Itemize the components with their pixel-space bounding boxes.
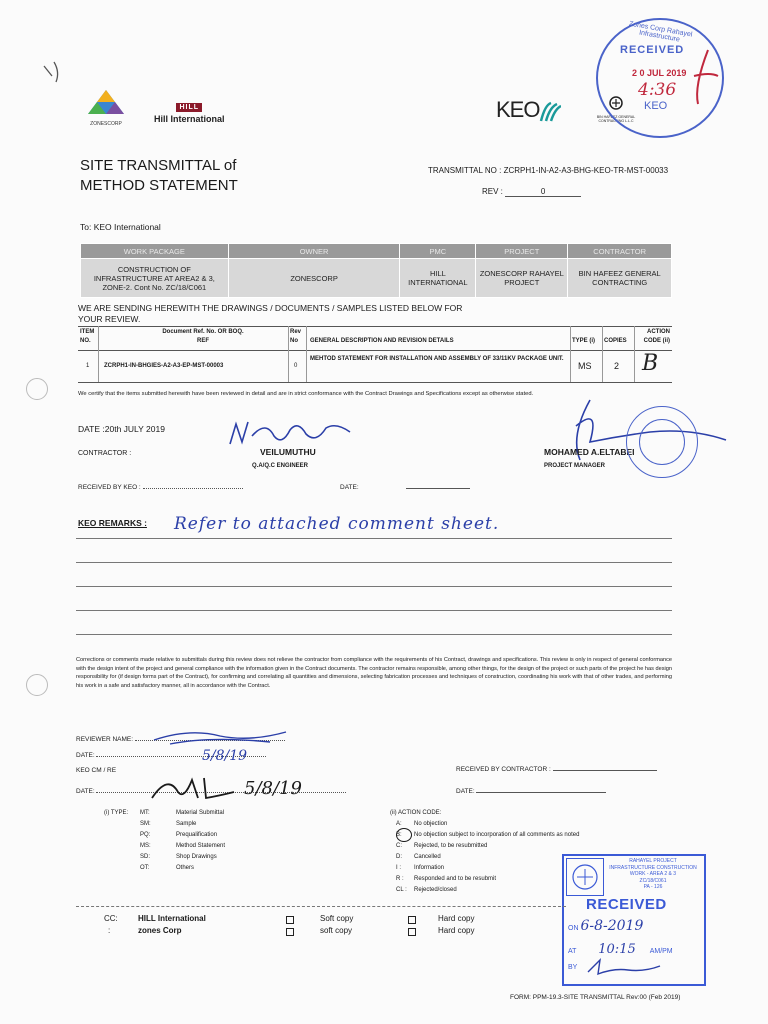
package-header-project: PROJECT: [476, 244, 568, 259]
cc-row-2: [108, 926, 528, 938]
signer2-title: PROJECT MANAGER: [544, 463, 606, 469]
row-action-handwritten: B: [642, 351, 659, 376]
stamp-by-label: BY: [568, 964, 578, 971]
keo-cm-signature: [148, 772, 238, 802]
action-code-cl: CL : Rejected/closed: [396, 887, 457, 893]
stamp-line3: WORK - AREA 2 & 3: [629, 871, 677, 877]
rev-row: [482, 187, 581, 197]
disclaimer-text: Corrections or comments made relative to submittals during this review does not relieve the contractor from compliance with the requirements of his Contract, drawings and specifications. This review is only in respect of general conformance with the design intent of the project and general compliance with the information given in the Contract documents. The contractor remains responsible, among other things, for the design of the project or such parts of the project he has design responsibility for (if design forms part of the Contract), for confirming and correlating all quantities and dimensions, selecting fabrication processes and techniques of construction, coordinating his work with that of other trades, and performing his work in a safe and satisfactory manner, all in accordance with the Contract.: [76, 657, 672, 689]
stamp-emblem-icon: [566, 858, 604, 896]
items-col-action: ACTION CODE (ii): [643, 329, 670, 344]
cc-row-1-hardcopy-checkbox[interactable]: [408, 916, 416, 924]
footer-form-code: FORM: PPM-19.3-SITE TRANSMITTAL Rev:00 (Feb 2019): [510, 994, 681, 1001]
package-table: [80, 243, 672, 298]
action-code-a: A: No objection: [396, 821, 448, 827]
contractor-label: CONTRACTOR :: [78, 450, 132, 457]
remarks-line-2: [76, 562, 672, 563]
remarks-line-1: [76, 538, 672, 539]
received-date-label: DATE:: [340, 484, 359, 491]
type-code-mt: MT: Material Submittal: [140, 810, 225, 816]
row-copies: 2: [614, 361, 620, 371]
package-header-work: WORK PACKAGE: [81, 244, 229, 259]
cc-row-1-hardcopy: Hard copy: [438, 914, 475, 923]
items-col-doc: Document Ref. No. OR BOQ. REF: [162, 329, 244, 344]
stamp-by-row: [568, 964, 577, 971]
stamp-on-label: ON: [568, 925, 579, 932]
rev-label: REV :: [482, 187, 503, 196]
items-table: [78, 326, 672, 384]
sign-date: DATE :20th JULY 2019: [78, 424, 165, 434]
cc-row-2-hardcopy-checkbox[interactable]: [408, 928, 416, 936]
row-rev: 0: [294, 363, 298, 369]
signer1-name: VEILUMUTHU: [260, 447, 316, 457]
punch-hole-top: [26, 378, 48, 400]
items-col-desc: GENERAL DESCRIPTION AND REVISION DETAILS: [310, 338, 454, 344]
stamp-line4: ZC/18/C061: [639, 877, 667, 884]
contractor-stamp: [626, 406, 698, 478]
items-col-copies: COPIES: [604, 338, 627, 344]
row-desc: MEHTOD STATEMENT FOR INSTALLATION AND ASSEMBLY OF 33/11KV PACKAGE UNIT.: [310, 356, 564, 362]
items-col-type: TYPE (i): [572, 338, 596, 344]
stamp-am-pm: AM/PM: [649, 948, 673, 955]
sending-text: WE ARE SENDING HEREWITH THE DRAWINGS / DOCUMENTS / SAMPLES LISTED BELOW FOR YOUR REVIEW.: [78, 303, 463, 324]
hill-logo-mark: HILL: [176, 103, 202, 112]
stamp-keo-text: KEO: [644, 100, 668, 112]
received-by-keo: [78, 484, 243, 491]
package-value-pmc: HILL INTERNATIONAL: [400, 259, 476, 298]
hill-logo-text: Hill International: [154, 114, 225, 124]
package-value-contractor: BIN HAFEEZ GENERAL CONTRACTING: [568, 259, 672, 298]
type-code-ot: OT: Others: [140, 865, 195, 871]
corner-check-mark: [40, 58, 70, 86]
type-code-pq: PQ: Prequalification: [140, 832, 218, 838]
rev-value: 0: [505, 187, 581, 197]
action-code-c: C: Rejected, to be resubmitted: [396, 843, 488, 849]
review-date3: [456, 788, 606, 795]
type-codes-label: (i) TYPE:: [104, 810, 129, 816]
zonescorp-triangle-icon: [86, 88, 126, 116]
package-value-project: ZONESCORP RAHAYEL PROJECT: [476, 259, 568, 298]
received-by-keo-label: RECEIVED BY KEO :: [78, 484, 141, 491]
cc-row-1-softcopy: Soft copy: [320, 914, 354, 923]
remarks-line-4: [76, 610, 672, 611]
zonescorp-logo-text: ZONESCORP: [90, 121, 122, 127]
action-code-r: R : Responded and to be resubmit: [396, 876, 497, 882]
stamp-at-handwritten: 10:15: [598, 942, 636, 957]
bhg-logo-text: BIN HAFEEZ GENERAL CONTRACTING L.L.C: [596, 115, 636, 123]
cc-row-2-prefix: :: [108, 926, 111, 935]
stamp-at-row: [568, 942, 673, 957]
cc-row-1: [108, 914, 528, 926]
received-by-contractor: [456, 766, 657, 773]
stamp-time-handwritten: 4:36: [638, 80, 677, 100]
cc-row-2-name: zones Corp: [138, 926, 182, 935]
zonescorp-logo: [86, 88, 126, 126]
action-code-b-circle: [396, 828, 412, 842]
keo-logo: [496, 97, 561, 123]
stamp-line1: RAHAYEL PROJECT: [629, 858, 677, 864]
stamp-by-signature: [584, 956, 664, 978]
reviewer-signature: [150, 724, 290, 748]
stamp-received-big: RECEIVED: [586, 896, 667, 913]
keo-logo-text: KEO: [496, 97, 540, 122]
stamp-on-row: [568, 918, 643, 934]
action-code-i: I : Information: [396, 865, 445, 871]
cc-separator: [76, 906, 566, 907]
signer1-title: Q.A/Q.C ENGINEER: [252, 463, 309, 469]
keo-remarks-label: KEO REMARKS :: [78, 518, 147, 528]
row-doc: ZCRPH1-IN-BHGIES-A2-A3-EP-MST-00003: [104, 363, 224, 369]
review-date2-handwritten: 5/8/19: [244, 778, 302, 799]
to-line: To: KEO International: [80, 222, 161, 232]
type-code-sd: SD: Shop Drawings: [140, 854, 217, 860]
stamp-date-text: 2 0 JUL 2019: [632, 68, 687, 78]
transmittal-no-label: TRANSMITTAL NO :: [428, 166, 502, 175]
cc-row-1-softcopy-checkbox[interactable]: [286, 916, 294, 924]
action-code-b: B: No objection subject to incorporation of all comments as noted: [396, 832, 580, 838]
review-date2-label: DATE:: [76, 788, 95, 795]
keo-remarks-handwritten: Refer to attached comment sheet.: [174, 514, 500, 534]
action-codes-label: (ii) ACTION CODE:: [390, 810, 442, 816]
cc-row-2-softcopy: soft copy: [320, 926, 353, 935]
signature-veilumuthu: [226, 416, 356, 450]
review-date1-label: DATE:: [76, 752, 95, 759]
signer2-name: MOHAMED A.ELTABEI: [544, 447, 635, 457]
transmittal-no-row: [428, 166, 668, 175]
review-date1-handwritten: 5/8/19: [202, 748, 248, 764]
stamp-on-handwritten: 6-8-2019: [580, 918, 644, 934]
keo-wave-icon: [539, 101, 561, 123]
cc-row-1-name: HILL International: [138, 914, 206, 923]
cc-row-2-softcopy-checkbox[interactable]: [286, 928, 294, 936]
row-type: MS: [578, 361, 592, 371]
punch-hole-bottom: [26, 674, 48, 696]
page-title-line1: SITE TRANSMITTAL of: [80, 157, 237, 174]
keo-cm-re-label: KEO CM / RE: [76, 767, 117, 774]
remarks-line-5: [76, 634, 672, 635]
stamp-line5: PA - 126: [643, 884, 663, 890]
table-row: [78, 351, 672, 381]
action-code-d: D: Cancelled: [396, 854, 441, 860]
stamp-at-label: AT: [568, 948, 577, 955]
hill-logo: [154, 96, 225, 124]
stamp-line2: INFRASTRUCTURE CONSTRUCTION: [609, 864, 697, 871]
received-stamp-bottom: [562, 854, 706, 986]
page-title: [80, 156, 238, 196]
package-header-pmc: PMC: [400, 244, 476, 259]
package-header-owner: OWNER: [228, 244, 400, 259]
reviewer-name-label: REVIEWER NAME:: [76, 736, 134, 743]
package-value-work: CONSTRUCTION OF INFRASTRUCTURE AT AREA2 & 3, ZONE-2. Cont No. ZC/18/C061: [81, 259, 229, 298]
type-code-ms: MS: Method Statement: [140, 843, 226, 849]
stamp-received-text: RECEIVED: [620, 44, 685, 56]
items-col-item: ITEM NO.: [80, 329, 95, 344]
page-title-line2: METHOD STATEMENT: [80, 177, 238, 194]
type-code-sm: SM: Sample: [140, 821, 197, 827]
received-by-contractor-label: RECEIVED BY CONTRACTOR :: [456, 766, 551, 773]
cc-row-2-hardcopy: Hard copy: [438, 926, 475, 935]
transmittal-no-value: ZCRPH1-IN-A2-A3-BHG-KEO-TR-MST-00033: [503, 166, 669, 175]
remarks-line-3: [76, 586, 672, 587]
row-item: 1: [86, 363, 90, 369]
package-value-owner: ZONESCORP: [228, 259, 400, 298]
review-date3-label: DATE:: [456, 788, 475, 795]
received-date: [340, 484, 470, 491]
stamp-signature-mark: [690, 46, 720, 106]
package-header-contractor: CONTRACTOR: [568, 244, 672, 259]
items-col-rev: Rev No: [290, 329, 302, 344]
certify-text: We certify that the items submitted herewith have been reviewed in detail and are in strict conformance with the Contract Drawings and Specifications except as otherwise stated.: [78, 391, 534, 397]
stamp-ring-text: Zones Corp Rahayel Infrastructure: [628, 20, 693, 44]
cc-label: CC:: [104, 914, 118, 923]
